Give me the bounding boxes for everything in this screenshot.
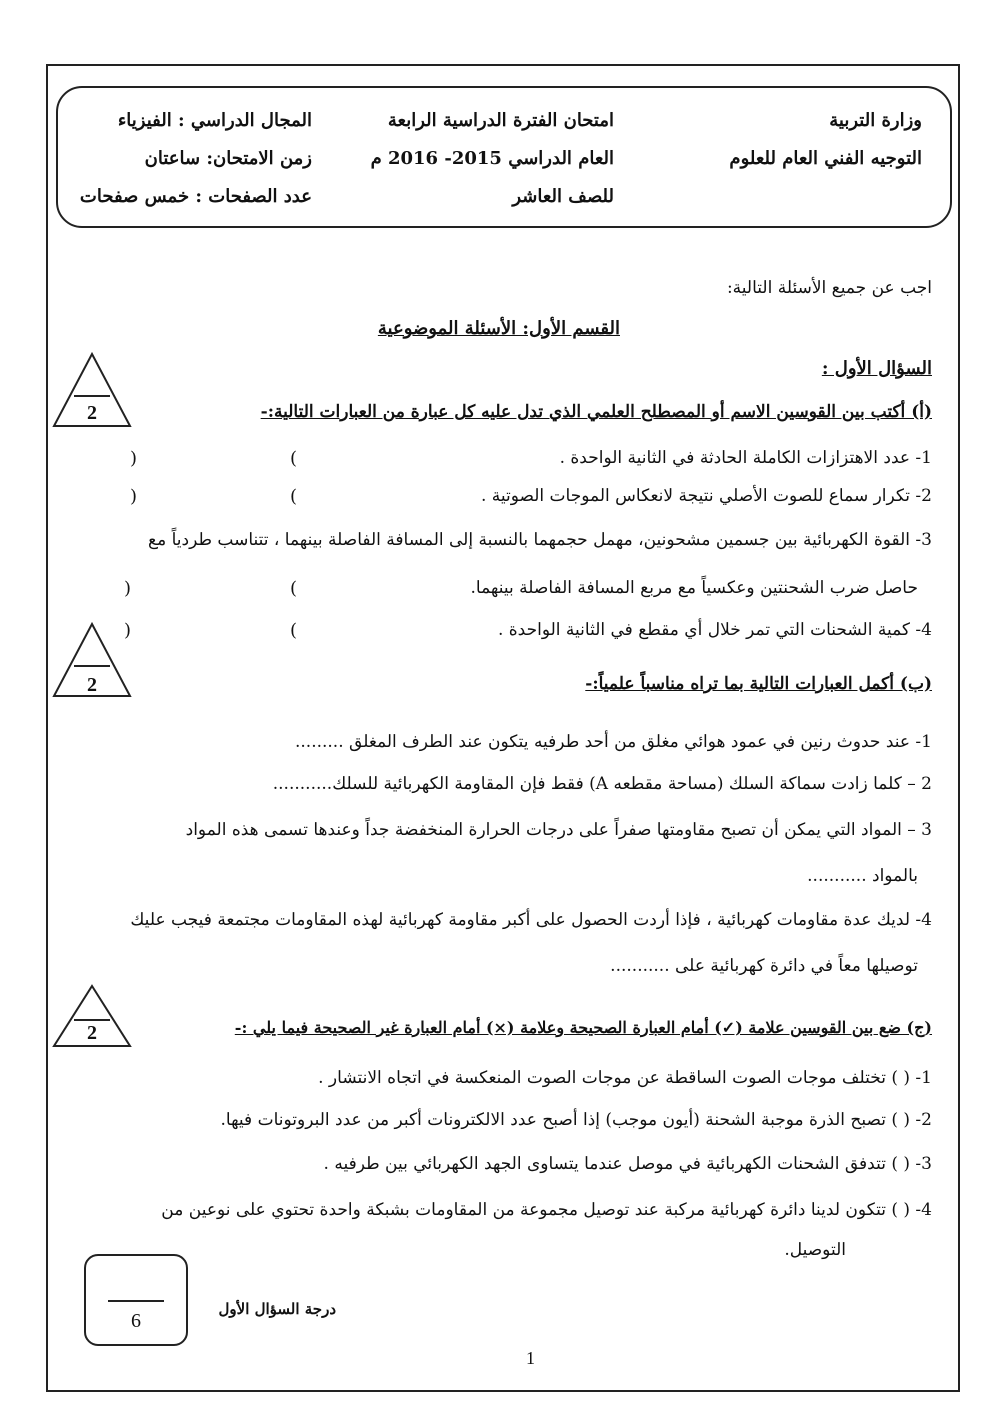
academic-year: العام الدراسي 2015- 2016 م <box>370 148 614 169</box>
duration-label: زمن الامتحان: ساعتان <box>144 148 312 169</box>
part-b-item-4: 4- لديك عدة مقاومات كهربائية ، فإذا أردت الحصول على أكبر مقاومة كهربائية لهذه المقاومات مجتمعة فيجب عليك <box>130 910 932 930</box>
part-c-item-1: 1- ( ) تختلف موجات الصوت الساقطة عن موجات الصوت المنعكسة في اتجاه الانتشار . <box>318 1068 932 1088</box>
part-c-item-4: 4- ( ) تتكون لدينا دائرة كهربائية مركبة عند توصيل مجموعة من المقاومات بشبكة واحدة تحتوي على نوعين من <box>161 1200 932 1220</box>
answer-paren-open: ( <box>290 578 298 599</box>
part-a-prompt: (أ) أكتب بين القوسين الاسم أو المصطلح العلمي الذي تدل عليه كل عبارة من العبارات التالية:- <box>260 402 932 422</box>
part-a-item-4: 4- كمية الشحنات التي تمر خلال أي مقطع في الثانية الواحدة . <box>497 620 932 640</box>
subject-label: المجال الدراسي : الفيزياء <box>117 110 312 131</box>
question-grade-box <box>84 1254 188 1346</box>
ministry-label: وزارة التربية <box>829 110 922 131</box>
grade-label: للصف العاشر <box>512 186 614 207</box>
exam-header <box>56 86 952 228</box>
score-b: 2 <box>87 674 97 696</box>
part-b-prompt: (ب) أكمل العبارات التالية بما تراه مناسباً علمياً:- <box>585 674 932 694</box>
answer-paren-open: ( <box>290 486 298 507</box>
section-title: القسم الأول: الأسئلة الموضوعية <box>377 318 620 339</box>
score-a: 2 <box>87 402 97 424</box>
exam-title: امتحان الفترة الدراسية الرابعة <box>387 110 614 131</box>
directorate-label: التوجيه الفني العام للعلوم <box>729 148 922 169</box>
part-c-item-4-cont: التوصيل. <box>784 1240 846 1260</box>
part-a-item-2: 2- تكرار سماع للصوت الأصلي نتيجة لانعكاس الموجات الصوتية . <box>480 486 932 506</box>
answer-paren-close: ) <box>130 486 138 507</box>
part-a-item-3: 3- القوة الكهربائية بين جسمين مشحونين، مهمل حجمهما بالنسبة إلى المسافة الفاصلة بينهما ، تتناسب طردياً مع <box>148 530 932 550</box>
part-b-item-4-cont: توصيلها معاً في دائرة كهربائية على ........... <box>610 956 918 976</box>
part-b-item-2: 2 – كلما زادت سماكة السلك (مساحة مقطعه A) فقط فإن المقاومة الكهربائية للسلك........... <box>272 774 932 794</box>
grade-total: 6 <box>131 1310 141 1332</box>
page-border <box>46 64 960 1392</box>
page-number: 1 <box>526 1348 535 1368</box>
question-grade-label: درجة السؤال الأول <box>218 1300 336 1318</box>
part-c-prompt: (ج) ضع بين القوسين علامة (✓) أمام العبارة الصحيحة وعلامة (×) أمام العبارة غير الصحيحة فيما يلي :- <box>234 1018 932 1037</box>
part-b-item-3-cont: بالمواد ........... <box>807 866 918 886</box>
part-b-item-1: 1- عند حدوث رنين في عمود هوائي مغلق من أحد طرفيه يتكون عند الطرف المغلق ......... <box>294 732 932 752</box>
answer-paren-open: ( <box>290 620 298 641</box>
pages-label: عدد الصفحات : خمس صفحات <box>79 186 312 207</box>
score-c: 2 <box>87 1022 97 1044</box>
answer-paren-close: ) <box>124 578 132 599</box>
answer-paren-close: ) <box>130 448 138 469</box>
general-instruction: اجب عن جميع الأسئلة التالية: <box>726 278 932 298</box>
part-c-item-2: 2- ( ) تصبح الذرة موجبة الشحنة (أيون موجب) إذا أصبح عدد الالكترونات أكبر من عدد البروتونات فيها. <box>220 1110 932 1130</box>
grade-line <box>108 1300 164 1302</box>
part-a-item-3-cont: حاصل ضرب الشحنتين وعكسياً مع مربع المسافة الفاصلة بينهما. <box>470 578 918 598</box>
part-c-item-3: 3- ( ) تتدفق الشحنات الكهربائية في موصل عندما يتساوى الجهد الكهربائي بين طرفيه . <box>323 1154 932 1174</box>
question-title: السؤال الأول : <box>821 358 932 379</box>
part-a-item-1: 1- عدد الاهتزازات الكاملة الحادثة في الثانية الواحدة . <box>559 448 932 468</box>
answer-paren-close: ) <box>124 620 132 641</box>
answer-paren-open: ( <box>290 448 298 469</box>
part-b-item-3: 3 – المواد التي يمكن أن تصبح مقاومتها صفراً على درجات الحرارة المنخفضة جداً وعندها تسمى هذه المواد <box>185 820 932 840</box>
